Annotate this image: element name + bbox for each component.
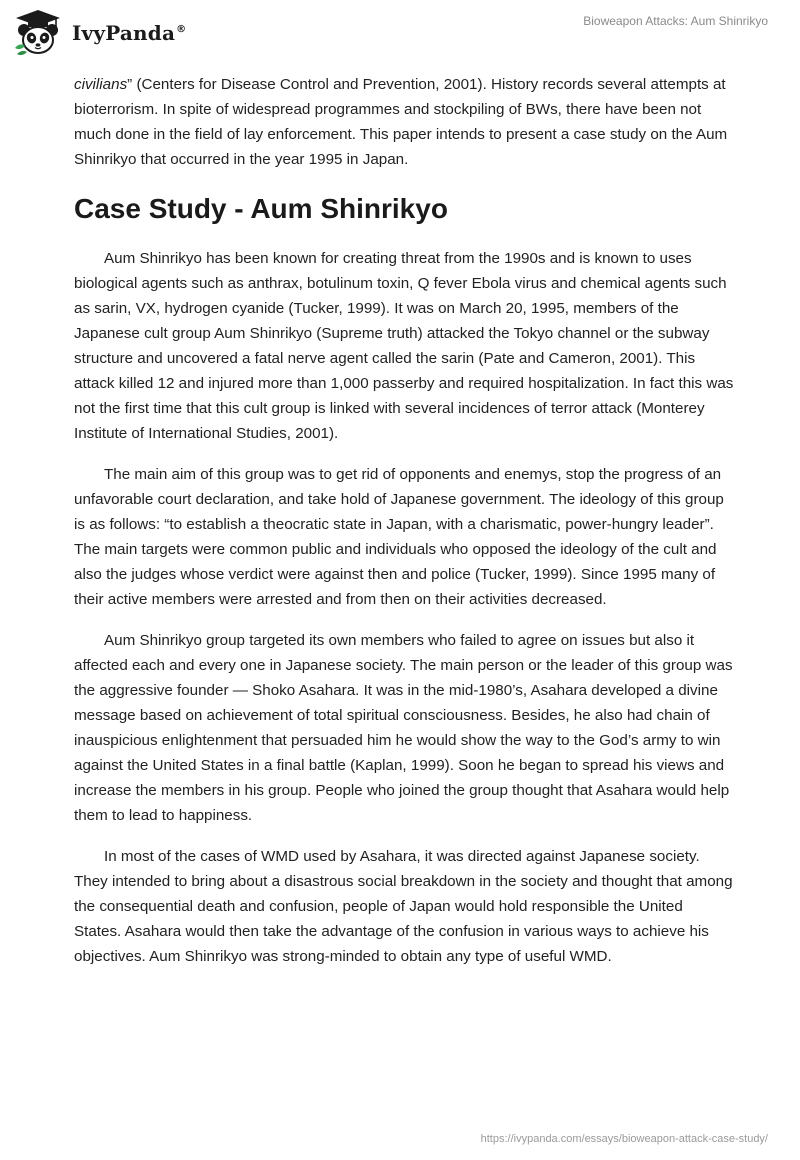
page-header [0, 0, 800, 64]
brand-name [72, 21, 186, 45]
ivypanda-logo[interactable] [12, 8, 186, 56]
body-paragraph-4: In most of the cases of WMD used by Asahara, it was directed against Japanese society. They intended to bring about a disastrous social breakdown in the society and thought that among the consequential death and confusion, people of Japan would hold responsible the United States. Asahara would then take the advantage of the confusion in various ways to achieve his objectives. Aum Shinrikyo was strong-minded to obtain any type of useful WMD. [74, 848, 733, 965]
source-url[interactable]: https://ivypanda.com/essays/bioweapon-attack-case-study/ [480, 1133, 768, 1145]
brand-name-text: IvyPanda [72, 21, 176, 45]
registered-mark: ® [176, 24, 187, 36]
section-heading: Case Study - Aum Shinrikyo [74, 193, 448, 224]
intro-text: ” (Centers for Disease Control and Prevention, 2001). History records several attempts at bioterrorism. In spite of widespread programmes and stockpiling of BWs, there have been not much done in the field of lay enforcement. This paper intends to present a case study on the Aum Shinrikyo that occurred in the year 1995 in Japan. [74, 76, 728, 168]
body-paragraph-1: Aum Shinrikyo has been known for creating threat from the 1990s and is known to uses biological agents such as anthrax, botulinum toxin, Q fever Ebola virus and chemical agents such as sarin, VX, hydrogen cyanide (Tucker, 1999). It was on March 20, 1995, members of the Japanese cult group Aum Shinrikyo (Supreme truth) attacked the Tokyo channel or the subway structure and uncovered a fatal nerve agent called the sarin (Pate and Cameron, 2001). This attack killed 12 and injured more than 1,000 passerby and required hospitalization. In fact this was not the first time that this cult group is linked with several incidences of terror attack (Monterey Institute of International Studies, 2001). [74, 250, 734, 442]
body-paragraph-3: Aum Shinrikyo group targeted its own members who failed to agree on issues but also it affected each and every one in Japanese society. The main person or the leader of this group was the aggressive founder — Shoko Asahara. It was in the mid-1980’s, Asahara developed a divine message based on achievement of total spiritual consciousness. Besides, he also had chain of inauspicious enlightenment that persuaded him he would show the way to the God’s army to win against the United States in a final battle (Kaplan, 1999). Soon he began to spread his views and increase the members in his group. People who joined the group thought that Asahara would help them to lead to happiness. [74, 632, 733, 824]
body-paragraph-2: The main aim of this group was to get rid of opponents and enemys, stop the progress of an unfavorable court declaration, and take hold of Japanese government. The ideology of this group is as follows: “to establish a theocratic state in Japan, with a charismatic, power-hungry leader”. The main targets were common public and individuals who opposed the ideology of the cult and also the judges whose verdict were against then and police (Tucker, 1999). Since 1995 many of their active members were arrested and from then on their activities decreased. [74, 466, 724, 608]
intro-paragraph [74, 72, 734, 172]
essay-content [74, 72, 734, 985]
intro-italic-word: civilians [74, 76, 128, 93]
panda-graduate-icon [12, 8, 64, 56]
document-title: Bioweapon Attacks: Aum Shinrikyo [583, 14, 768, 28]
